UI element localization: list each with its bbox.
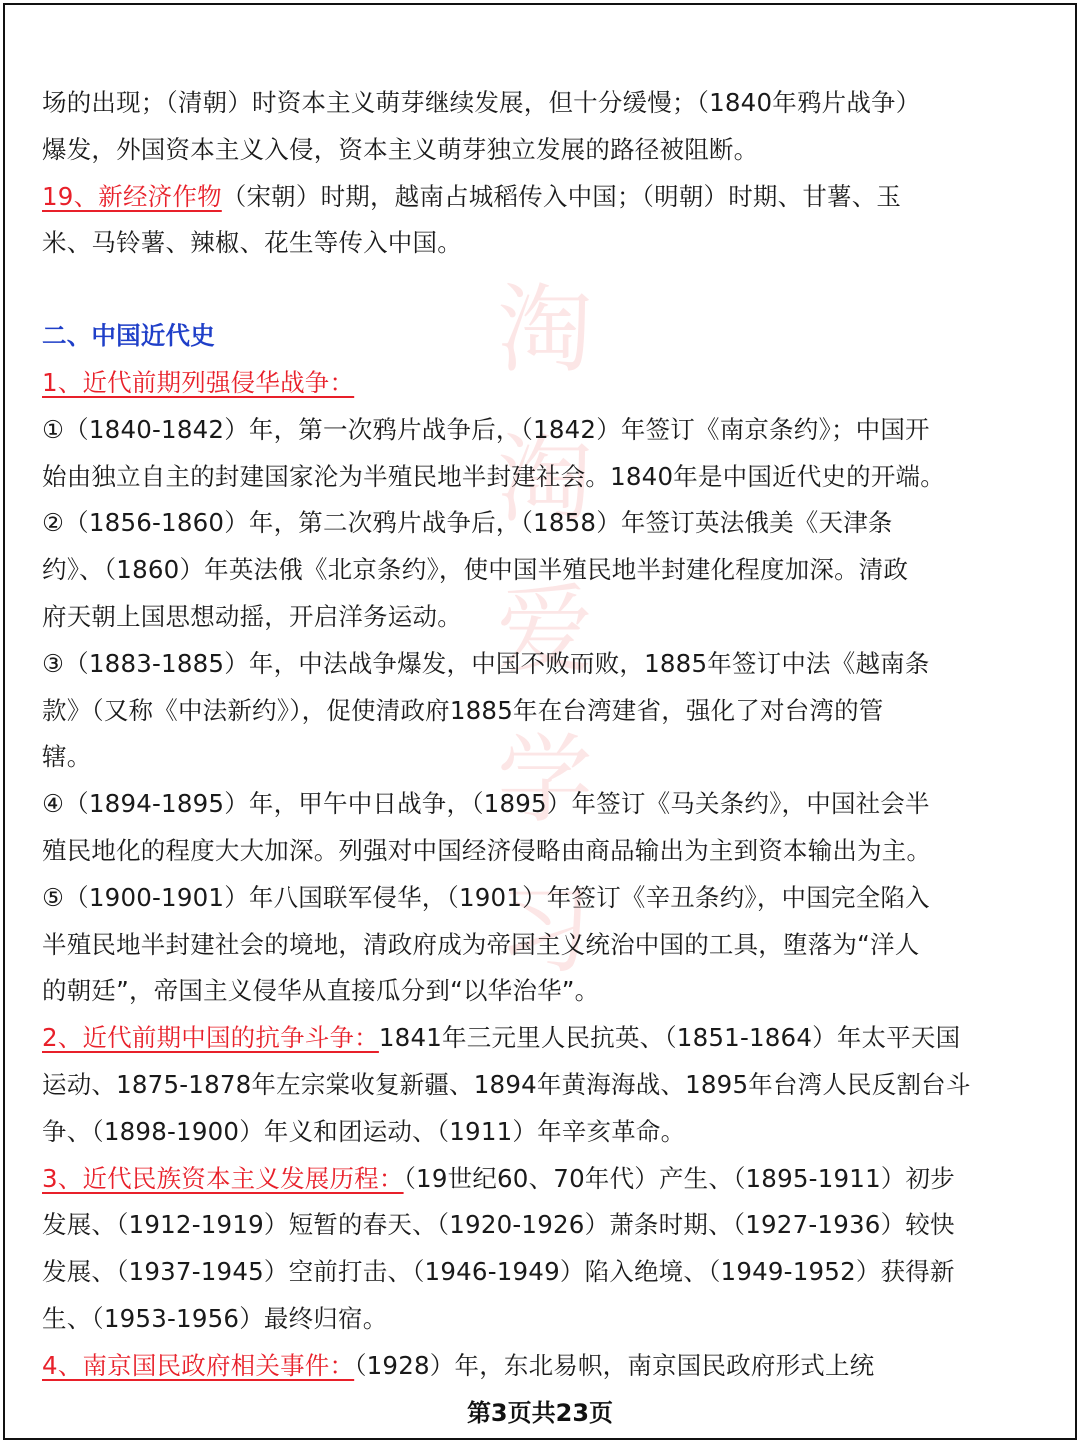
page-number: 第3页共23页 <box>466 1399 614 1427</box>
text-line: 府天朝上国思想动摇，开启洋务运动。 <box>42 601 462 631</box>
item-3 <box>42 1156 1042 1203</box>
text-line: 辖。 <box>42 742 92 772</box>
item-4-heading: 4、南京国民政府相关事件： <box>42 1350 355 1380</box>
text-line: 发展、（1937-1945）空前打击、（1946-1949）陷入绝境、（1949-1952）获得新 <box>42 1257 955 1287</box>
text-line: ④（1894-1895）年，甲午中日战争，（1895）年签订《马关条约》，中国社会半 <box>42 789 930 819</box>
text-line: ②（1856-1860）年，第二次鸦片战争后，（1858）年签订英法俄美《天津条 <box>42 508 893 538</box>
text-line: 爆发，外国资本主义入侵，资本主义萌芽独立发展的路径被阻断。 <box>42 134 759 164</box>
item-3-text: （19世纪60、70年代）产生、（1895-1911）初步 <box>403 1163 955 1193</box>
text-line: 半殖民地半封建社会的境地，清政府成为帝国主义统治中国的工具，堕落为“洋人 <box>42 929 920 959</box>
text-line: 款》（又称《中法新约》），促使清政府1885年在台湾建省，强化了对台湾的管 <box>42 695 884 725</box>
item-19-text: （宋朝）时期，越南占城稻传入中国；（明朝）时期、甘薯、玉 <box>221 181 902 211</box>
text-line: 生、（1953-1956）最终归宿。 <box>42 1303 388 1333</box>
item-4-text: （1928）年，东北易帜，南京国民政府形式上统 <box>354 1350 875 1380</box>
item-19-heading: 19、新经济作物 <box>42 181 222 211</box>
item-2-text: 1841年三元里人民抗英、（1851-1864）年太平天国 <box>378 1023 961 1053</box>
watermark: 淘 淘 爱 学 习 <box>497 274 593 986</box>
text-line: 场的出现；（清朝）时资本主义萌芽继续发展，但十分缓慢；（1840年鸦片战争） <box>42 88 921 117</box>
text-line: 发展、（1912-1919）短暂的春天、（1920-1926）萧条时期、（1927-1936）较快 <box>42 1210 955 1240</box>
text-line: ③（1883-1885）年，中法战争爆发，中国不败而败，1885年签订中法《越南条 <box>42 648 930 678</box>
spacer <box>42 267 1042 313</box>
text-line: ①（1840-1842）年，第一次鸦片战争后，（1842）年签订《南京条约》；中国开 <box>42 414 930 444</box>
item-2-heading: 2、近代前期中国的抗争斗争： <box>42 1023 379 1053</box>
text-line: 约》、（1860）年英法俄《北京条约》，使中国半殖民地半封建化程度加深。清政 <box>42 555 909 585</box>
item-1 <box>42 360 1042 407</box>
item-2 <box>42 1015 1042 1062</box>
text-line: 争、（1898-1900）年义和团运动、（1911）年辛亥革命。 <box>42 1116 686 1146</box>
item-19 <box>42 174 1042 221</box>
text-line: 运动、1875-1878年左宗棠收复新疆、1894年黄海海战、1895年台湾人民反割台斗 <box>42 1069 971 1099</box>
document-body <box>42 80 1042 1390</box>
text-line: 米、马铃薯、辣椒、花生等传入中国。 <box>42 228 462 258</box>
item-3-heading: 3、近代民族资本主义发展历程： <box>42 1163 404 1193</box>
section-title: 二、中国近代史 <box>42 321 215 351</box>
text-line: 始由独立自主的封建国家沦为半殖民地半封建社会。1840年是中国近代史的开端。 <box>42 461 945 491</box>
text-line: 殖民地化的程度大大加深。列强对中国经济侵略由商品输出为主到资本输出为主。 <box>42 835 932 865</box>
text-line: ⑤（1900-1901）年八国联军侵华，（1901）年签订《辛丑条约》，中国完全陷入 <box>42 882 930 912</box>
text-line: 的朝廷”，帝国主义侵华从直接瓜分到“以华治华”。 <box>42 976 600 1006</box>
item-1-heading: 1、近代前期列强侵华战争： <box>42 367 355 397</box>
item-4 <box>42 1343 1042 1390</box>
